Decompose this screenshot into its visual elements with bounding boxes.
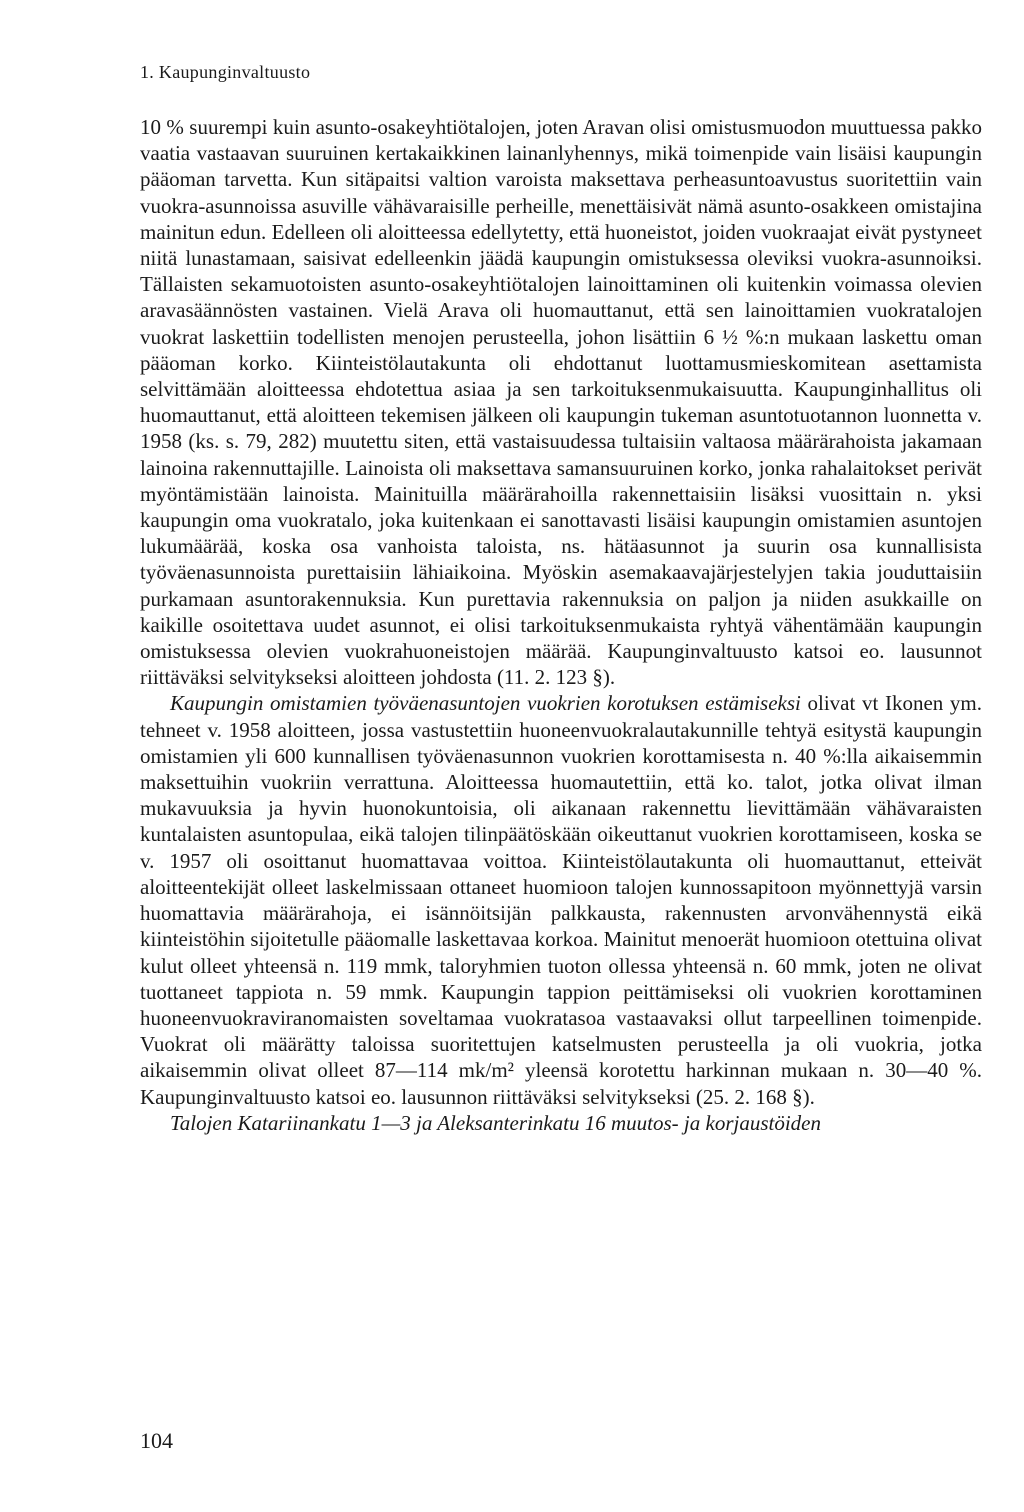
paragraph-2	[140, 690, 982, 1109]
running-head: 1. Kaupunginvaltuusto	[140, 62, 311, 82]
paragraph-1	[140, 114, 982, 690]
paragraph-2-italic-heading: Kaupungin omistamien työväenasuntojen vuokrien korotuksen estämiseksi	[170, 691, 801, 716]
paragraph-2-text: olivat vt Ikonen ym. tehneet v. 1958 aloitteen, jossa vastustettiin huoneenvuokralautakunnille tehtyä esitystä kaupungin omistamien yli 600 kunnallisen työväenasunnon vuokrien korottamisesta n. 40 %:lla aikaisemmin maksettuihin vuokriin verrattuna. Aloitteessa huomautettiin, että ko. talot, jotka olivat ilman mukavuuksia ja hyvin huonokuntoisia, oli aikanaan rakennettu lievittämään vähävaraisten kuntalaisten asuntopulaa, eikä talojen tilinpäätöskään oikeuttanut vuokrien korottamiseen, koska se v. 1957 oli osoittanut huomattavaa voittoa. Kiinteistölautakunta oli huomauttanut, etteivät aloitteentekijät olleet laskelmissaan ottaneet huomioon talojen kunnossapitoon myönnettyjä varsin huomattavia määrärahoja, ei isännöitsijän palkkausta, rakennusten arvonvähennystä eikä kiinteistöhin sijoitetulle pääomalle laskettavaa korkoa. Mainitut menoerät huomioon otettuina olivat kulut olleet yhteensä n. 119 mmk, taloryhmien tuoton ollessa yhteensä n. 60 mmk, joten ne olivat tuottaneet tappiota n. 59 mmk. Kaupungin tappion peittämiseksi oli vuokrien korottaminen huoneenvuokraviranomaisten soveltamaa vuokratasoa vastaavaksi ollut tarpeellinen toimenpide. Vuokrat oli määrätty taloissa suoritettujen katselmusten perusteella ja oli vuokria, jotka aikaisemmin olivat olleet 87—114 mk/m² yleensä korotettu harkinnan mukaan n. 30—40 %. Kaupunginvaltuusto katsoi eo. lausunnon riittäväksi selvitykseksi (25. 2. 168 §).	[140, 691, 983, 1109]
body-text	[140, 114, 982, 1136]
page-number: 104	[140, 1428, 173, 1453]
paragraph-3	[140, 1110, 982, 1136]
paragraph-1-text: 10 % suurempi kuin asunto-osakeyhtiötalojen, joten Aravan olisi omistusmuodon muuttuessa pakko vaatia vastaavan suuruinen kertakaikkinen lainanlyhennys, mikä toimenpide vain lisäisi kaupungin pääoman tarvetta. Kun sitäpaitsi valtion varoista maksettava perheasuntoavustus suoritettiin vain vuokra-asunnoissa asuville vähävaraisille perheille, menettäisivät nämä asunto-osakkeen omistajina mainitun edun. Edelleen oli aloitteessa edellytetty, että huoneistot, joiden vuokraajat eivät pystyneet niitä lunastamaan, saisivat edelleenkin jäädä kaupungin omistuksessa oleviksi vuokra-asunnoiksi. Tällaisten sekamuotoisten asunto-osakeyhtiötalojen lainoittaminen oli kuitenkin voimassa olevien aravasäännösten vastainen. Vielä Arava oli huomauttanut, että sen lainoittamien vuokratalojen vuokrat laskettiin todellisten menojen perusteella, johon lisättiin 6 ½ %:n mukaan laskettu oman pääoman korko. Kiinteistölautakunta oli ehdottanut luottamusmieskomitean asettamista selvittämään aloitteessa ehdotettua asiaa ja sen tarkoituksenmukaisuutta. Kaupunginhallitus oli huomauttanut, että aloitteen tekemisen jälkeen oli kaupungin tukeman asuntotuotannon luonnetta v. 1958 (ks. s. 79, 282) muutettu siten, että vastaisuudessa tultaisiin valtaosa määrärahoista jakamaan lainoina rakennuttajille. Lainoista oli maksettava samansuuruinen korko, jonka rahalaitokset perivät myöntämistään lainoista. Mainituilla määrärahoilla rakennettaisiin lisäksi vuosittain n. yksi kaupungin oma vuokratalo, joka kuitenkaan ei sanottavasti lisäisi kaupungin omistamien asuntojen lukumäärää, koska osa vanhoista taloista, ns. hätäasunnot ja suurin osa kunnallisista työväenasunnoista purettaisiin lähiaikoina. Myöskin asemakaavajärjestelyjen takia jouduttaisiin purkamaan asuntorakennuksia. Kun purettavia rakennuksia on paljon ja niiden asukkaille on kaikille osoitettava uudet asunnot, ei olisi tarkoituksenmukaista ryhtyä vähentämään kaupungin omistuksessa olevien vuokrahuoneistojen määrää. Kaupunginvaltuusto katsoi eo. lausunnot riittäväksi selvitykseksi aloitteen johdosta (11. 2. 123 §).	[140, 115, 982, 690]
paragraph-3-italic-heading: Talojen Katariinankatu 1—3 ja Aleksanterinkatu 16 muutos- ja korjaustöiden	[170, 1110, 821, 1135]
